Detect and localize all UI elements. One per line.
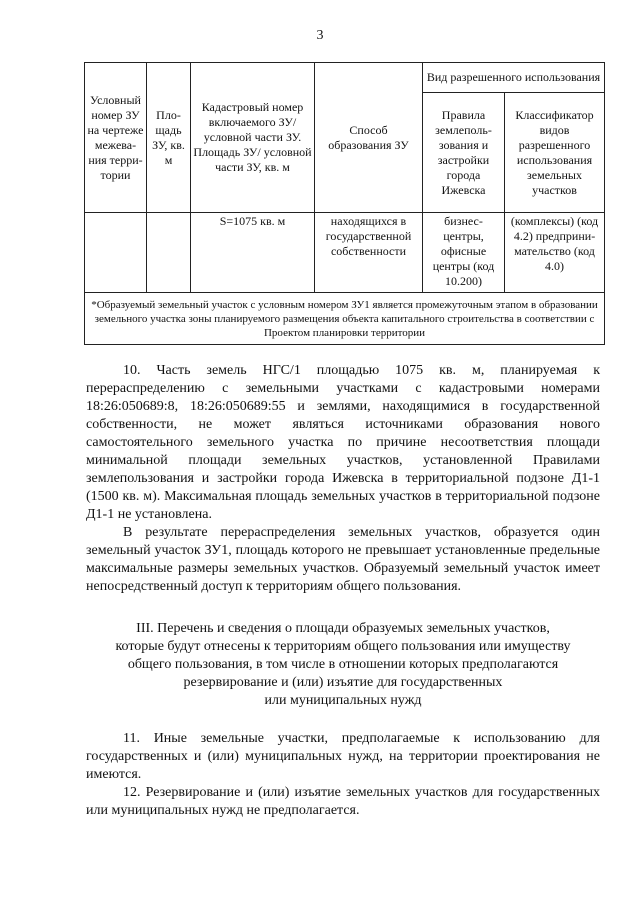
paragraph-10: 10. Часть земель НГС/1 площадью 1075 кв. м, планируемая к перераспределению с земельными участками с кадастровыми номерами 18:26:050689:8, 18:26:050689:55 и землями, находящимися в государственной собственности, не может являться источниками образования нового самостоятельного земельного участка по причине несоответствия площади минимальной площади земельных участков, установленной Правилами землепользования и застройки города Ижевска в территориальной подзоне Д1-1 (1500 кв. м). Максимальная площадь земельных участков в территориальной подзоне Д1-1 не установлена. [86,363,600,522]
cell-conditional-number [85,213,147,293]
table-footnote: *Образуемый земельный участок с условным номером ЗУ1 является промежуточным этапом в образовании земельного участка зоны планируемого размещения объекта капитального строительства в соответствии с Проектом планировки территории [85,293,605,345]
cell-zoning-rules: бизнес-центры, офисные центры (код 10.200) [423,213,505,293]
section-3-line-4: резервирование и (или) изъятие для государственных [183,675,503,690]
section-3-line-3: общего пользования, в том числе в отношении которых предполагаются [127,657,559,672]
cell-classifier: (комплексы) (код 4.2) предприни-мательство (код 4.0) [505,213,605,293]
header-zoning-rules: Правила землеполь-зования и застройки города Ижевска [423,93,505,213]
paragraph-11: 11. Иные земельные участки, предполагаемые к использованию для государственных и (или) муниципальных нужд, на территории проектирования не имеются. [86,731,600,782]
section-3-line-1: III. Перечень и сведения о площади образуемых земельных участков, [136,621,550,636]
page-number: 3 [316,28,324,43]
header-formation-method: Способ образования ЗУ [315,63,423,213]
header-classifier: Классификатор видов разрешенного использования земельных участков [505,93,605,213]
section-3-heading [86,620,600,710]
cell-area [147,213,191,293]
header-cadastral-number: Кадастровый номер включаемого ЗУ/условной части ЗУ. Площадь ЗУ/ условной части ЗУ, кв. м [191,63,315,213]
paragraph-12: 12. Резервирование и (или) изъятие земельных участков для государственных или муниципальных нужд не предполагается. [86,785,600,818]
header-conditional-number: Условный номер ЗУ на чертеже межева-ния терри-тории [85,63,147,213]
cell-formation-method: находящихся в государственной собственности [315,213,423,293]
section-3-line-5: или муниципальных нужд [264,693,422,708]
paragraph-result: В результате перераспределения земельных участков, образуется один земельный участок ЗУ1, площадь которого не превышает установленные предельные максимальные размеры земельных участков. Образуемый земельный участок имеет непосредственный доступ к территориям общего пользования. [86,525,600,594]
paragraphs-block-1 [86,362,600,596]
section-3-line-2: которые будут отнесены к территориям общего пользования или имуществу [115,639,571,654]
paragraphs-block-2 [86,730,600,820]
header-area: Пло-щадь ЗУ, кв. м [147,63,191,213]
cell-cadastral-number: S=1075 кв. м [191,213,315,293]
land-plot-table [84,62,605,345]
header-permitted-use: Вид разрешенного использования [423,63,605,93]
